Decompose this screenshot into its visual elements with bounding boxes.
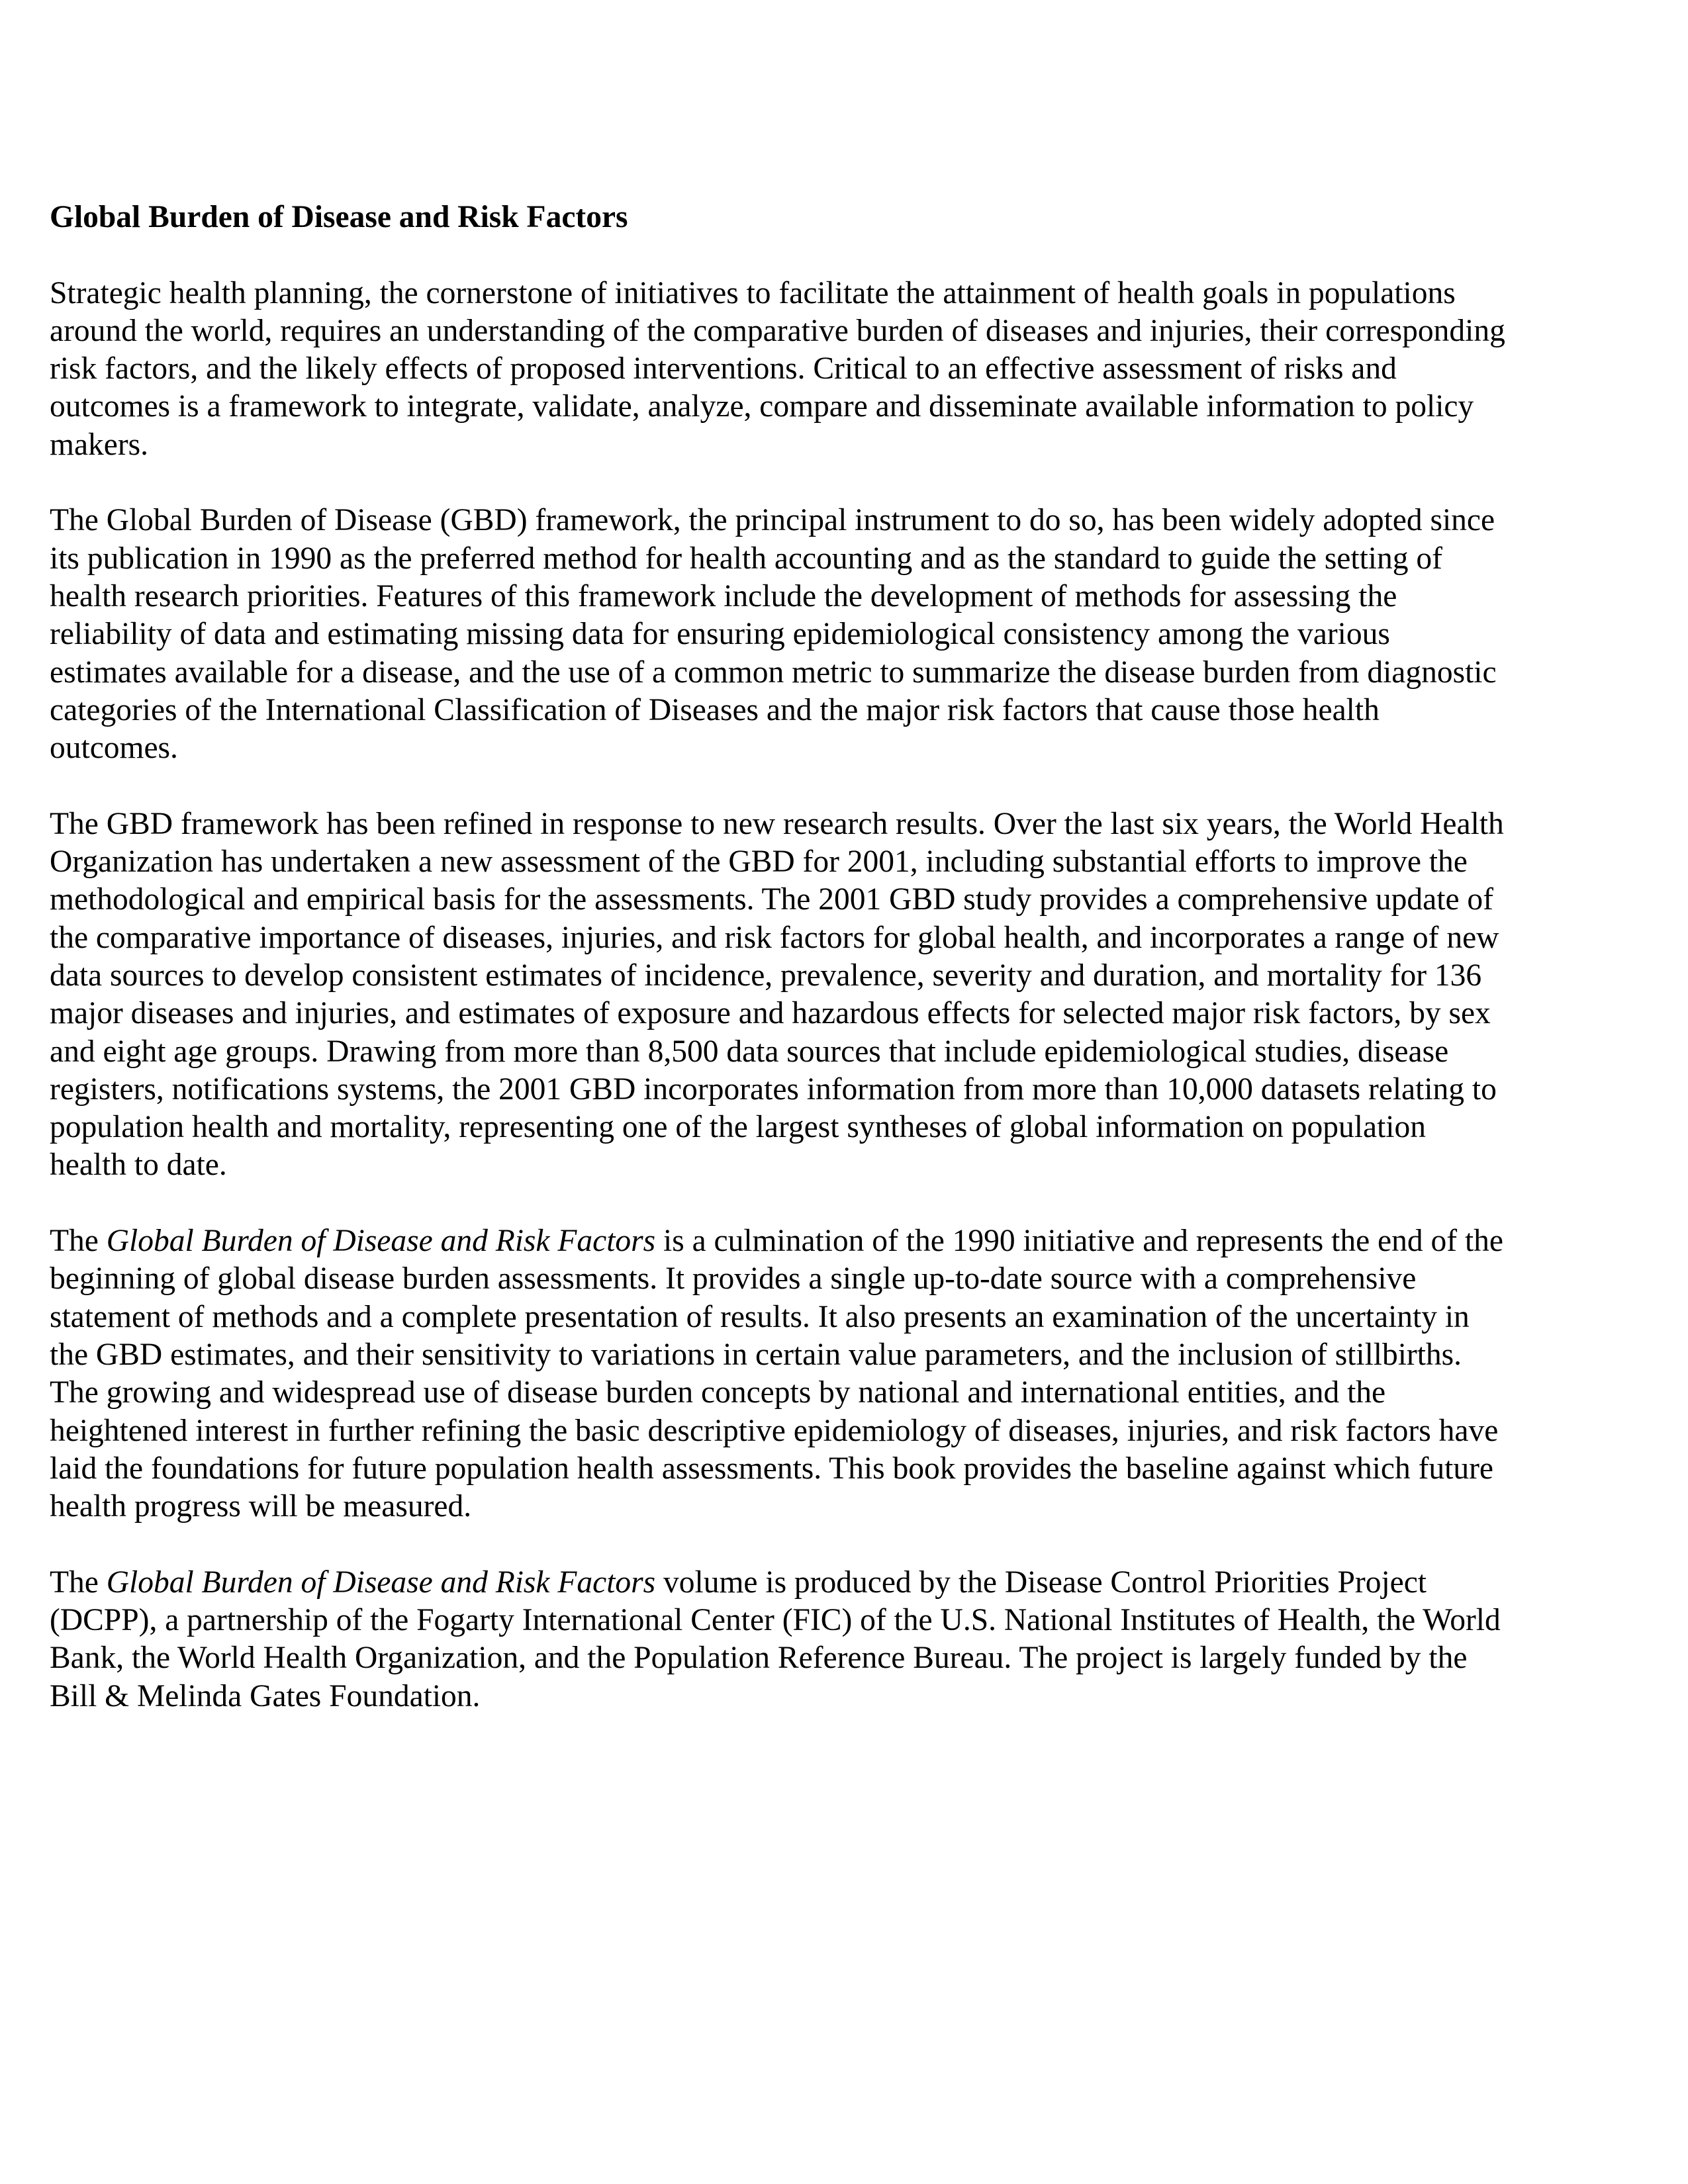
paragraph-gbd-framework: The Global Burden of Disease (GBD) framework, the principal instrument to do so, has been widely adopted since its publication in 1990 as the preferred method for health accounting and as the standard to guide the setting of health research priorities. Features of this framework include the development of methods for assessing the reliability of data and estimating missing data for ensuring epidemiological consistency among the various estimates available for a disease, and the use of a common metric to summarize the disease burden from diagnostic categories of the International Classification of Diseases and the major risk factors that cause those health outcomes. bbox=[50, 503, 1497, 766]
paragraph-dcpp-rest: volume is produced by the Disease Control Priorities Project (DCPP), a partnership of the Fogarty International Center (FIC) of the U.S. National Institutes of Health, the World Bank, the World Health Organization, and the Population Reference Bureau. The project is largely funded by the Bill & Melinda Gates Foundation. bbox=[50, 1565, 1501, 1713]
paragraph-culmination-rest: is a culmination of the 1990 initiative and represents the end of the beginning of global disease burden assessments. It provides a single up-to-date source with a comprehensive statement of methods and a complete presentation of results. It also presents an examination of the uncertainty in the GBD estimates, and their sensitivity to variations in certain value parameters, and the inclusion of stillbirths. The growing and widespread use of disease burden concepts by national and international entities, and the heightened interest in further refining the basic descriptive epidemiology of diseases, injuries, and risk factors have laid the foundations for future population health assessments. This book provides the baseline against which future health progress will be measured. bbox=[50, 1224, 1503, 1524]
paragraph-dcpp-lead: The bbox=[50, 1565, 107, 1600]
document-page bbox=[50, 199, 1506, 1715]
paragraph-culmination bbox=[50, 1222, 1506, 1525]
book-title-italic: Global Burden of Disease and Risk Factors bbox=[106, 1224, 656, 1259]
paragraph-strategic-planning: Strategic health planning, the cornerstone of initiatives to facilitate the attainment of health goals in populations around the world, requires an understanding of the comparative burden of diseases and injuries, their corresponding risk factors, and the likely effects of proposed interventions. Critical to an effective assessment of risks and outcomes is a framework to integrate, validate, analyze, compare and disseminate available information to policy makers. bbox=[50, 275, 1505, 462]
document-title: Global Burden of Disease and Risk Factors bbox=[50, 200, 628, 234]
paragraph-gbd-refinement: The GBD framework has been refined in response to new research results. Over the last six years, the World Health Organization has undertaken a new assessment of the GBD for 2001, including substantial efforts to improve the methodological and empirical basis for the assessments. The 2001 GBD study provides a comprehensive update of the comparative importance of diseases, injuries, and risk factors for global health, and incorporates a range of new data sources to develop consistent estimates of incidence, prevalence, severity and duration, and mortality for 136 major diseases and injuries, and estimates of exposure and hazardous effects for selected major risk factors, by sex and eight age groups. Drawing from more than 8,500 data sources that include epidemiological studies, disease registers, notifications systems, the 2001 GBD incorporates information from more than 10,000 datasets relating to population health and mortality, representing one of the largest syntheses of global information on population health to date. bbox=[50, 806, 1504, 1183]
paragraph-culmination-lead: The bbox=[50, 1224, 107, 1259]
book-title-italic: Global Burden of Disease and Risk Factors bbox=[106, 1565, 656, 1600]
paragraph-dcpp bbox=[50, 1564, 1506, 1715]
